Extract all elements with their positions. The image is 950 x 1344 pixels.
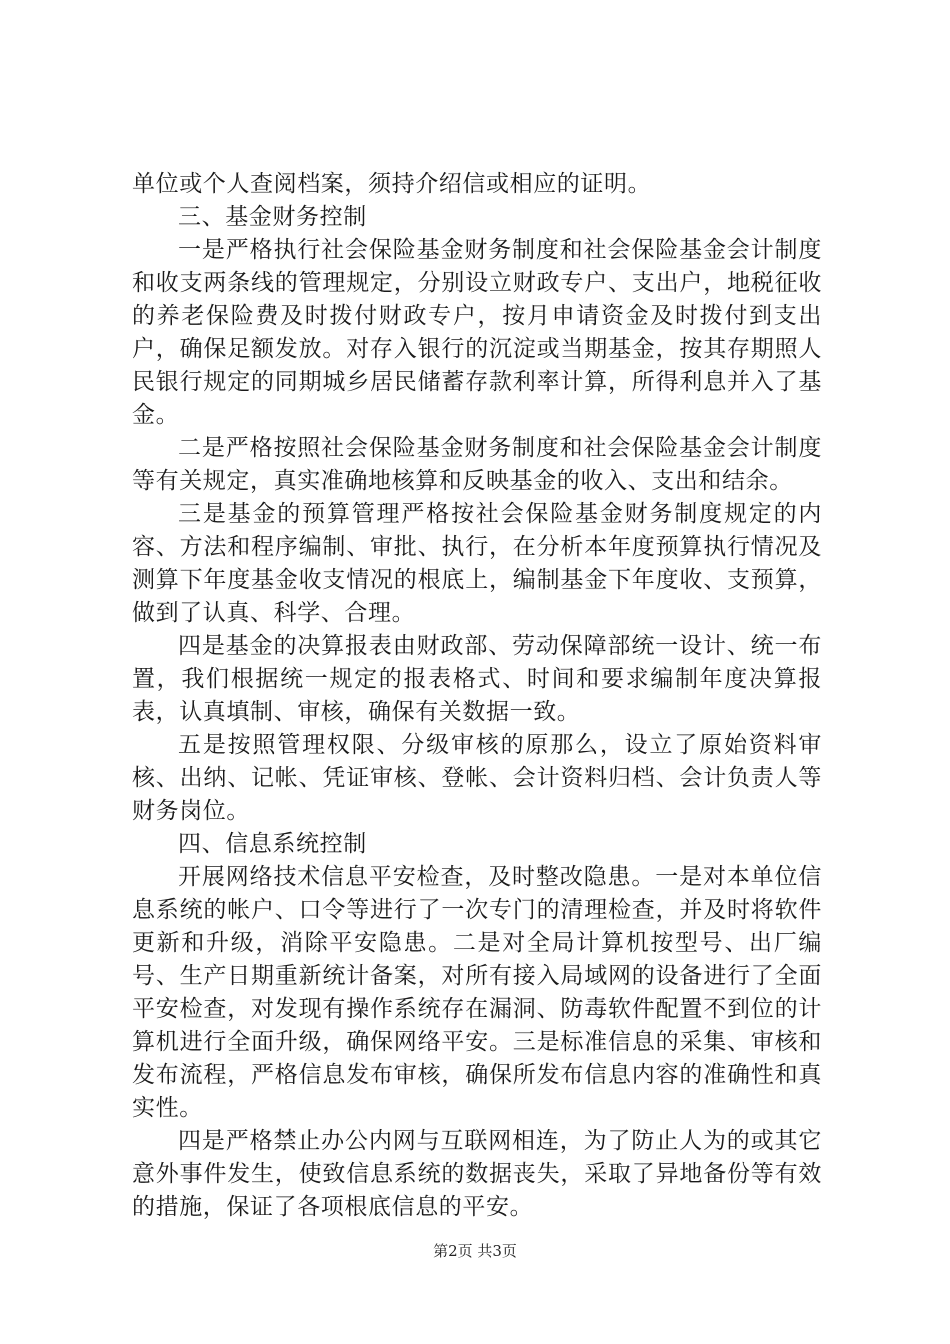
paragraph-3: 一是严格执行社会保险基金财务制度和社会保险基金会计制度和收支两条线的管理规定，分别设立财政专户、支出户，地税征收的养老保险费及时拨付财政专户，按月申请资金及时拨付到支出户，确保足额发放。对存入银行的沉淀或当期基金，按其存期照人民银行规定的同期城乡居民储蓄存款利率计算，所得利息并入了基金。 bbox=[132, 237, 822, 428]
paragraph-10: 四是严格禁止办公内网与互联网相连，为了防止人为的或其它意外事件发生，使致信息系统的数据丧失，采取了异地备份等有效的措施，保证了各项根底信息的平安。 bbox=[132, 1128, 822, 1220]
page-footer: 第2页 共3页 bbox=[433, 1242, 517, 1260]
document-body bbox=[132, 168, 822, 1224]
paragraph-6: 四是基金的决算报表由财政部、劳动保障部统一设计、统一布置，我们根据统一规定的报表格式、时间和要求编制年度决算报表，认真填制、审核，确保有关数据一致。 bbox=[132, 633, 822, 725]
paragraph-9: 开展网络技术信息平安检查，及时整改隐患。一是对本单位信息系统的帐户、口令等进行了一次专门的清理检查，并及时将软件更新和升级，消除平安隐患。二是对全局计算机按型号、出厂编号、生产日期重新统计备案，对所有接入局域网的设备进行了全面平安检查，对发现有操作系统存在漏洞、防毒软件配置不到位的计算机进行全面升级，确保网络平安。三是标准信息的采集、审核和发布流程，严格信息发布审核，确保所发布信息内容的准确性和真实性。 bbox=[132, 864, 822, 1121]
section-heading-4: 四、信息系统控制 bbox=[178, 831, 367, 857]
paragraph-1: 单位或个人查阅档案，须持介绍信或相应的证明。 bbox=[132, 171, 652, 197]
paragraph-4: 二是严格按照社会保险基金财务制度和社会保险基金会计制度等有关规定，真实准确地核算和反映基金的收入、支出和结余。 bbox=[132, 435, 822, 494]
section-heading-3: 三、基金财务控制 bbox=[178, 204, 367, 230]
paragraph-7: 五是按照管理权限、分级审核的原那么，设立了原始资料审核、出纳、记帐、凭证审核、登帐、会计资料归档、会计负责人等财务岗位。 bbox=[132, 732, 822, 824]
paragraph-5: 三是基金的预算管理严格按社会保险基金财务制度规定的内容、方法和程序编制、审批、执行，在分析本年度预算执行情况及测算下年度基金收支情况的根底上，编制基金下年度收、支预算，做到了认真、科学、合理。 bbox=[132, 501, 822, 626]
